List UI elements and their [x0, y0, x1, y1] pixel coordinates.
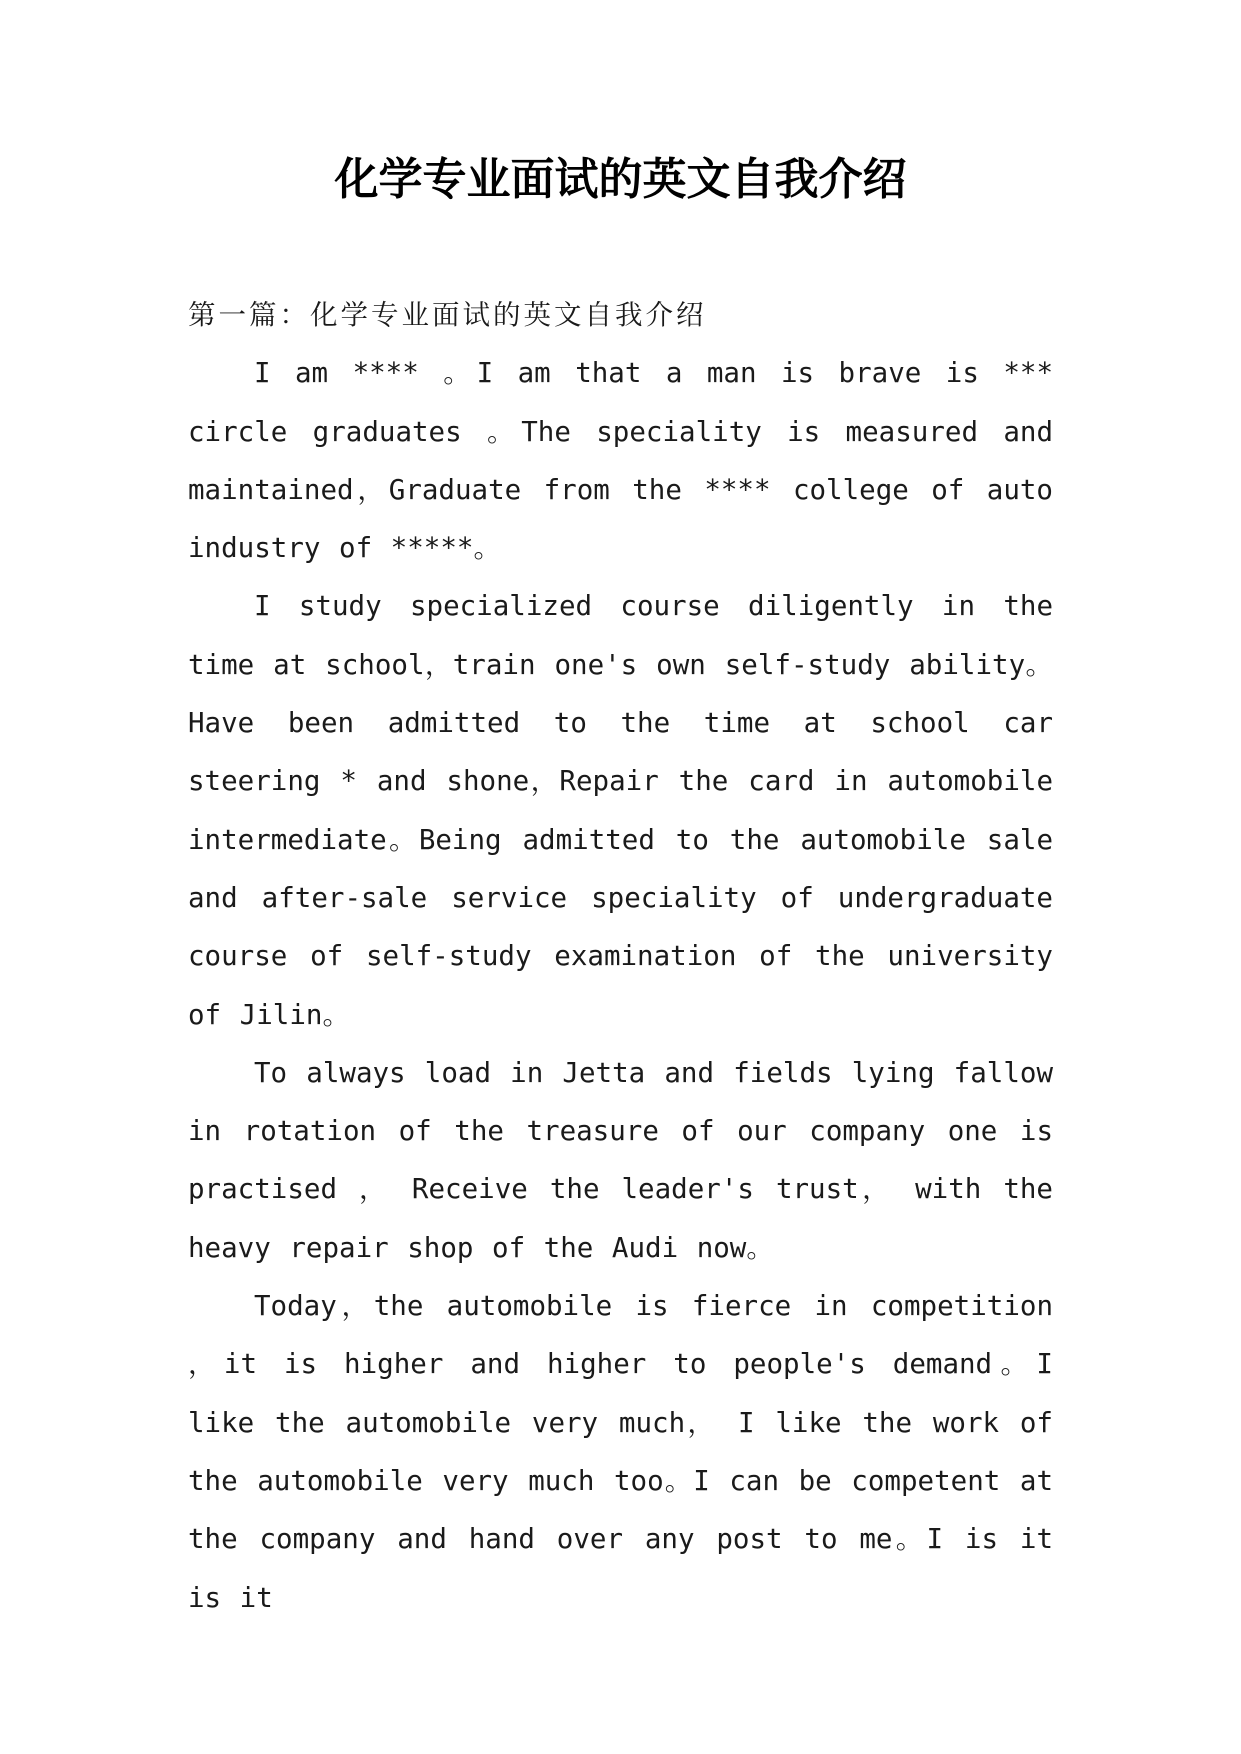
paragraph-3: To always load in Jetta and fields lying fallow in rotation of the treasure of our company one is practised ， Receive the leader's trust， with the heavy repair shop of the Audi now。	[188, 1056, 1053, 1264]
section-heading: 第一篇：化学专业面试的英文自我介绍	[188, 299, 707, 331]
paragraph-4: Today，the automobile is fierce in competition ，it is higher and higher to people's demand。I like the automobile very much， I like the work of the automobile very much too。I can be competent at the company and hand over any post to me。I is it is it	[188, 1290, 1053, 1614]
paragraph-2: I study specialized course diligently in the time at school，train one's own self-study ability。Have been admitted to the time at school car steering * and shone，Repair the card in automobile intermediate。Being admitted to the automobile sale and after-sale service speciality of undergraduate course of self-study examination of the university of Jilin。	[188, 590, 1053, 1031]
document-title: 化学专业面试的英文自我介绍	[334, 154, 907, 205]
document-body	[188, 286, 1053, 1627]
paragraph-1: I am **** 。I am that a man is brave is *** circle graduates 。The speciality is measured and maintained，Graduate from the **** college of auto industry of *****。	[188, 357, 1053, 565]
